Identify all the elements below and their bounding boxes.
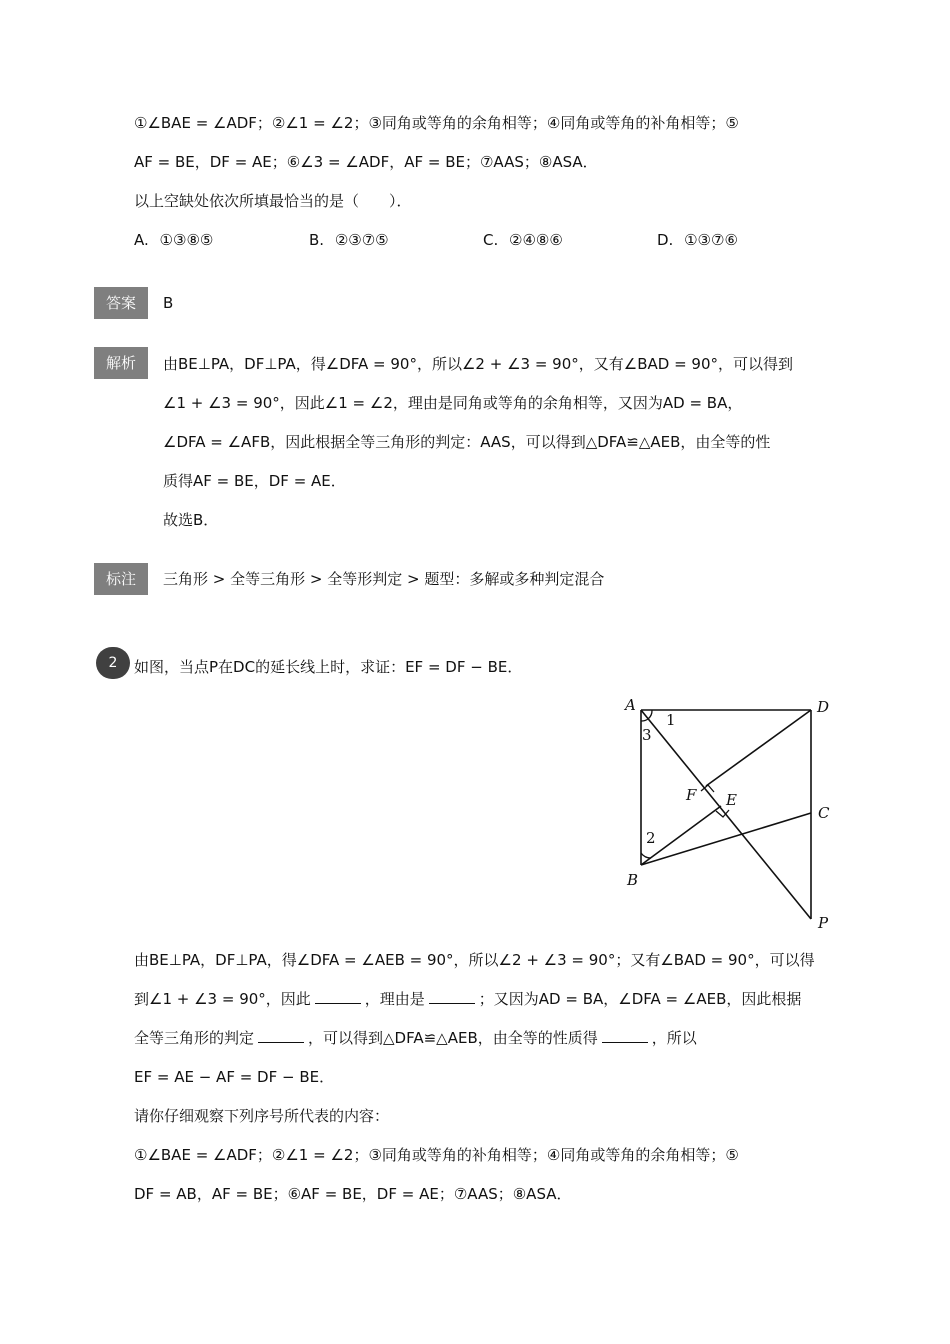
- blank-1[interactable]: [315, 989, 361, 1004]
- geometry-figure: [600, 690, 840, 930]
- question-number-badge: 2: [96, 647, 130, 679]
- option-b-text: ②③⑦⑤: [334, 231, 389, 249]
- label-d: D: [817, 698, 830, 716]
- label-e: E: [726, 791, 737, 809]
- option-b-letter: B.: [309, 231, 325, 249]
- q2-body-line-5: 请你仔细观察下列序号所代表的内容：: [134, 1107, 390, 1125]
- q1-choices-line-1: ①∠BAE = ∠ADF；②∠1 = ∠2；③同角或等角的余角相等；④同角或等角的补角相等；⑤: [134, 114, 739, 132]
- angle-arc-2: [641, 853, 651, 858]
- answer-tag: 答案: [94, 287, 148, 319]
- option-d[interactable]: [657, 229, 738, 251]
- q2-l2-part-a: 到∠1 + ∠3 = 90°，因此: [134, 990, 311, 1008]
- q2-body-line-3: [134, 1027, 697, 1049]
- option-c-letter: C.: [483, 231, 499, 249]
- label-p: P: [818, 914, 829, 930]
- segment-bc: [641, 813, 811, 865]
- analysis-line-4: 质得AF = BE，DF = AE．: [163, 472, 346, 490]
- analysis-line-1: 由BE⊥PA，DF⊥PA，得∠DFA = 90°，所以∠2 + ∠3 = 90°，又有∠BAD = 90°，可以得到: [163, 355, 793, 373]
- label-c: C: [818, 804, 830, 822]
- option-c[interactable]: [483, 229, 563, 251]
- option-a[interactable]: [134, 229, 213, 251]
- label-angle-1: 1: [666, 711, 676, 729]
- segment-ap: [641, 710, 811, 919]
- q1-prompt: 以上空缺处依次所填最恰当的是（ ）．: [134, 192, 412, 210]
- angle-arc-3: [641, 719, 648, 721]
- note-text: 三角形 > 全等三角形 > 全等形判定 > 题型：多解或多种判定混合: [163, 570, 605, 588]
- blank-4[interactable]: [602, 1028, 648, 1043]
- q2-l3-part-c: ，所以: [651, 1029, 697, 1047]
- label-angle-3: 3: [642, 726, 652, 744]
- option-b[interactable]: [309, 229, 389, 251]
- analysis-line-3: ∠DFA = ∠AFB，因此根据全等三角形的判定：AAS，可以得到△DFA≌△AEB，由全等的性: [163, 433, 771, 451]
- option-d-text: ①③⑦⑥: [684, 231, 738, 249]
- angle-arc-1: [648, 710, 652, 719]
- q2-body-line-6: ①∠BAE = ∠ADF；②∠1 = ∠2；③同角或等角的补角相等；④同角或等角的余角相等；⑤: [134, 1146, 739, 1164]
- q2-title: 如图，当点P在DC的延长线上时，求证：EF = DF − BE．: [134, 658, 523, 676]
- analysis-line-5: 故选B．: [163, 511, 219, 529]
- option-d-letter: D.: [657, 231, 674, 249]
- q2-l3-part-a: 全等三角形的判定: [134, 1029, 255, 1047]
- analysis-line-2: ∠1 + ∠3 = 90°，因此∠1 = ∠2，理由是同角或等角的余角相等，又因为AD = BA，: [163, 394, 743, 412]
- option-a-text: ①③⑧⑤: [159, 231, 214, 249]
- q2-body-line-7: DF = AB，AF = BE；⑥AF = BE，DF = AE；⑦AAS；⑧ASA．: [134, 1185, 572, 1203]
- blank-3[interactable]: [258, 1028, 304, 1043]
- label-a: A: [625, 696, 636, 714]
- q2-body-line-4: EF = AE − AF = DF − BE．: [134, 1068, 335, 1086]
- q1-choices-line-2: AF = BE，DF = AE；⑥∠3 = ∠ADF，AF = BE；⑦AAS；⑧ASA．: [134, 153, 598, 171]
- analysis-tag: 解析: [94, 347, 148, 379]
- q2-l2-part-b: ，理由是: [364, 990, 425, 1008]
- q2-l3-part-b: ，可以得到△DFA≌△AEB，由全等的性质得: [308, 1029, 598, 1047]
- segment-df: [706, 710, 811, 786]
- blank-2[interactable]: [429, 989, 475, 1004]
- option-c-text: ②④⑧⑥: [509, 231, 563, 249]
- option-a-letter: A.: [134, 231, 149, 249]
- q2-body-line-1: 由BE⊥PA，DF⊥PA，得∠DFA = ∠AEB = 90°，所以∠2 + ∠3 = 90°；又有∠BAD = 90°，可以得: [134, 951, 815, 969]
- label-angle-2: 2: [646, 829, 656, 847]
- label-f: F: [686, 786, 697, 804]
- q2-body-line-2: [134, 988, 801, 1010]
- note-tag: 标注: [94, 563, 148, 595]
- q2-l2-part-c: ；又因为AD = BA，∠DFA = ∠AEB，因此根据: [478, 990, 802, 1008]
- label-b: B: [627, 871, 639, 889]
- answer-value: B: [163, 294, 174, 312]
